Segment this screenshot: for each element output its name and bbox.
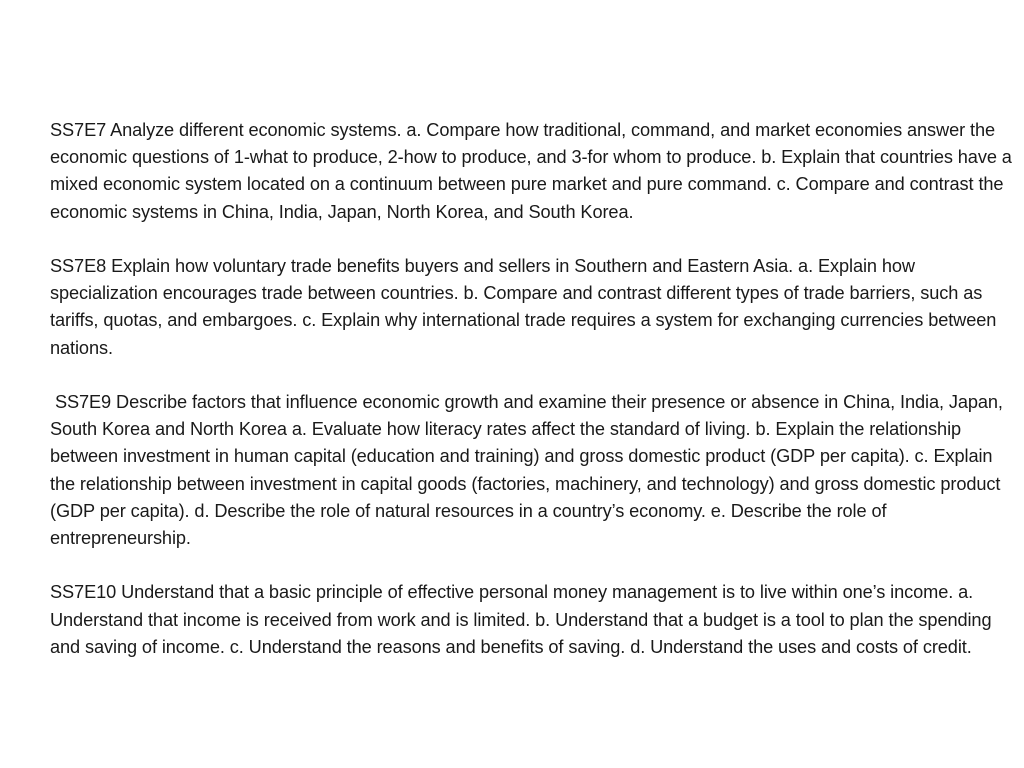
- standard-ss7e8-paragraph: SS7E8 Explain how voluntary trade benefits buyers and sellers in Southern and Eastern Asia. a. Explain how specialization encourages trade between countries. b. Compare and contrast different types of trade barriers, such as tariffs, quotas, and embargoes. c. Explain why international trade requires a system for exchanging currencies between nations.: [50, 256, 997, 358]
- standards-text-block: [50, 117, 1012, 661]
- standard-ss7e7-paragraph: SS7E7 Analyze different economic systems. a. Compare how traditional, command, and market economies answer the economic questions of 1-what to produce, 2-how to produce, and 3-for whom to produce. b. Explain that countries have a mixed economic system located on a continuum between pure market and pure command. c. Compare and contrast the economic systems in China, India, Japan, North Korea, and South Korea.: [50, 120, 1012, 222]
- standard-ss7e9-paragraph: SS7E9 Describe factors that influence economic growth and examine their presence or absence in China, India, Japan, South Korea and North Korea a. Evaluate how literacy rates affect the standard of living. b. Explain the relationship between investment in human capital (education and training) and gross domestic product (GDP per capita). c. Explain the relationship between investment in capital goods (factories, machinery, and technology) and gross domestic product (GDP per capita). d. Describe the role of natural resources in a country’s economy. e. Describe the role of entrepreneurship.: [50, 392, 1008, 549]
- standard-ss7e10-paragraph: SS7E10 Understand that a basic principle of effective personal money management is to live within one’s income. a. Understand that income is received from work and is limited. b. Understand that a budget is a tool to plan the spending and saving of income. c. Understand the reasons and benefits of saving. d. Understand the uses and costs of credit.: [50, 582, 992, 657]
